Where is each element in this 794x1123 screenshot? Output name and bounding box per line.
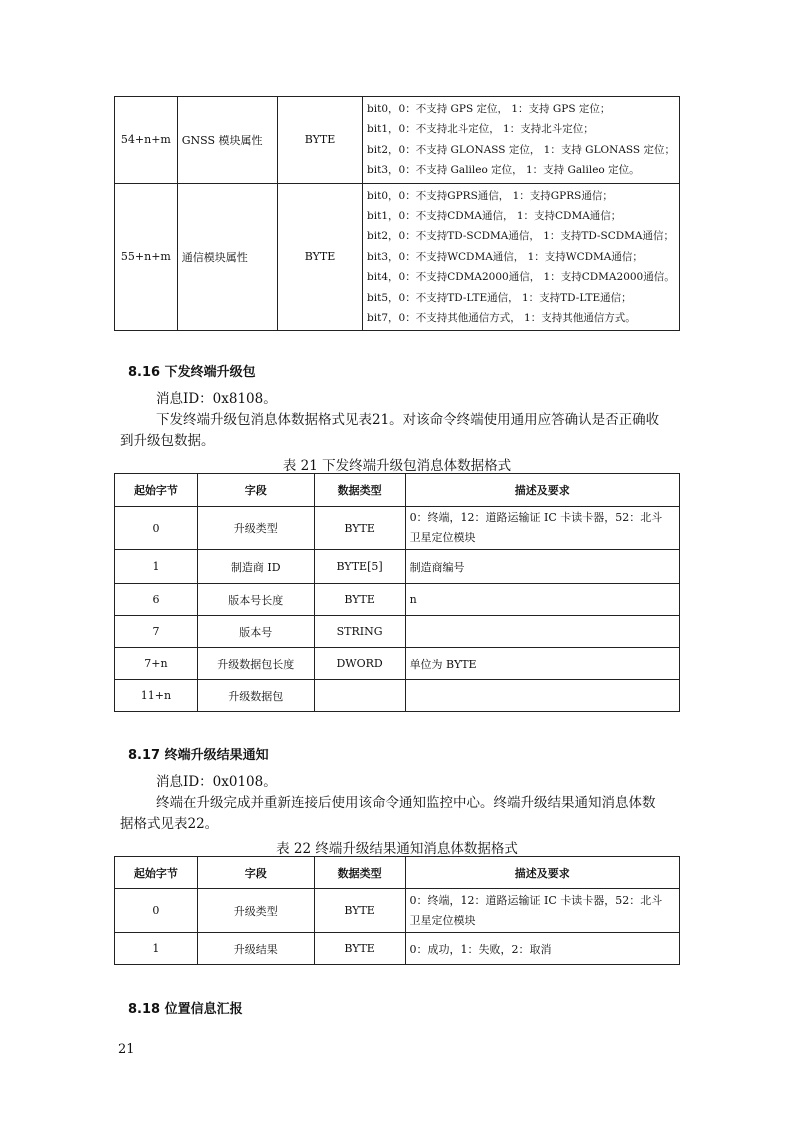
table-22 [114,856,680,965]
start-byte-cell: 6 [115,584,198,616]
field-cell: 升级数据包长度 [197,648,314,680]
column-header: 数据类型 [314,857,405,889]
table-row [115,933,680,965]
field-cell: 版本号 [197,616,314,648]
type-cell: BYTE [314,507,405,550]
description-cell: 单位为 BYTE [405,648,679,680]
table-row [115,507,680,550]
field-cell: 制造商 ID [197,550,314,584]
attributes-table-continued [114,96,680,331]
description-cell [405,889,679,933]
start-byte-cell: 1 [115,550,198,584]
table-header-row [115,474,680,507]
type-cell [314,680,405,712]
page-number: 21 [118,1042,135,1057]
description-line: bit1，0：不支持CDMA通信， 1：支持CDMA通信； [367,209,622,222]
table-row [115,680,680,712]
column-header: 描述及要求 [405,857,679,889]
table-row [115,584,680,616]
description-line: bit4，0：不支持CDMA2000通信， 1：支持CDMA2000通信。 [367,271,675,284]
paragraph-line: 终端在升级完成并重新连接后使用该命令通知监控中心。终端升级结果通知消息体数 [156,795,656,811]
field-cell: 升级数据包 [197,680,314,712]
table-21 [114,473,680,712]
paragraph-line: 到升级包数据。 [120,433,215,449]
start-byte-cell: 1 [115,933,198,965]
description-cell: n [405,584,679,616]
description-cell [405,680,679,712]
column-header: 数据类型 [314,474,405,507]
column-header: 字段 [197,474,314,507]
description-cell [363,97,680,184]
description-cell [405,507,679,550]
description-line: 0：终端，12：道路运输证 IC 卡读卡器，52：北斗 [409,893,663,907]
description-cell: 0：成功，1：失败，2：取消 [405,933,679,965]
table-row [115,648,680,680]
table-row [115,616,680,648]
table-header-row [115,857,680,889]
section-heading-8-18: 8.18 位置信息汇报 [128,1002,243,1017]
start-byte-cell: 7 [115,616,198,648]
start-byte-cell: 11+n [115,680,198,712]
column-header: 起始字节 [115,857,198,889]
start-byte-cell: 55+n+m [115,183,178,331]
description-line: bit1，0：不支持北斗定位， 1：支持北斗定位； [367,123,594,136]
description-line: bit3，0：不支持 Galileo 定位， 1：支持 Galileo 定位。 [367,164,640,177]
type-cell: BYTE [278,183,363,331]
paragraph-line: 下发终端升级包消息体数据格式见表21。对该命令终端使用通用应答确认是否正确收 [156,412,660,428]
section-heading-8-16: 8.16 下发终端升级包 [128,365,256,380]
table-row [115,550,680,584]
description-cell [405,616,679,648]
table-row [115,889,680,933]
column-header: 描述及要求 [405,474,679,507]
table-row [115,97,680,184]
field-cell: GNSS 模块属性 [177,97,277,184]
description-line: bit0，0：不支持 GPS 定位， 1：支持 GPS 定位； [367,103,611,115]
description-line: bit5，0：不支持TD-LTE通信， 1：支持TD-LTE通信； [367,291,632,304]
start-byte-cell: 0 [115,889,198,933]
start-byte-cell: 54+n+m [115,97,178,184]
type-cell: BYTE [314,933,405,965]
start-byte-cell: 7+n [115,648,198,680]
description-line: bit0，0：不支持GPRS通信， 1：支持GPRS通信； [367,189,613,202]
description-line: 卫星定位模块 [409,913,476,927]
message-id-text: 消息ID：0x0108。 [156,774,277,790]
section-heading-8-17: 8.17 终端升级结果通知 [128,748,269,763]
field-cell: 通信模块属性 [177,183,277,331]
paragraph-line: 据格式见表22。 [120,816,219,832]
start-byte-cell: 0 [115,507,198,550]
description-line: bit2，0：不支持 GLONASS 定位， 1：支持 GLONASS 定位； [367,143,675,156]
type-cell: DWORD [314,648,405,680]
description-cell [363,183,680,331]
table-row [115,183,680,331]
type-cell: BYTE[5] [314,550,405,584]
description-line: 卫星定位模块 [409,531,476,544]
description-cell: 制造商编号 [405,550,679,584]
type-cell: BYTE [314,584,405,616]
field-cell: 升级结果 [197,933,314,965]
field-cell: 版本号长度 [197,584,314,616]
type-cell: BYTE [278,97,363,184]
type-cell: STRING [314,616,405,648]
message-id-text: 消息ID：0x8108。 [156,391,277,407]
type-cell: BYTE [314,889,405,933]
table-caption: 表 22 终端升级结果通知消息体数据格式 [276,841,518,857]
description-line: 0：终端，12：道路运输证 IC 卡读卡器，52：北斗 [409,511,663,524]
column-header: 字段 [197,857,314,889]
table-caption: 表 21 下发终端升级包消息体数据格式 [282,458,512,474]
column-header: 起始字节 [115,474,198,507]
description-line: bit7，0：不支持其他通信方式， 1：支持其他通信方式。 [367,311,636,324]
field-cell: 升级类型 [197,507,314,550]
description-line: bit3，0：不支持WCDMA通信， 1：支持WCDMA通信； [367,250,643,263]
description-line: bit2，0：不支持TD-SCDMA通信， 1：支持TD-SCDMA通信； [367,230,675,243]
field-cell: 升级类型 [197,889,314,933]
